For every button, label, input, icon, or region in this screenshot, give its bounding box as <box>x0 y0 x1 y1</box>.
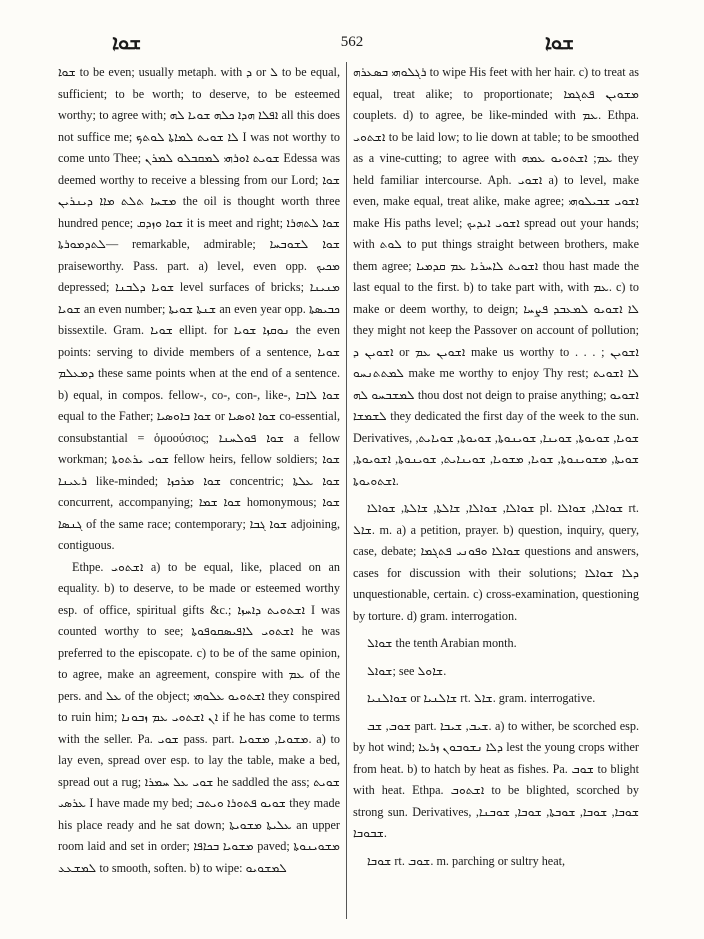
header-left-word: ܫܘܐ <box>112 32 142 54</box>
header-right-word: ܫܘܐ <box>544 32 574 54</box>
page-number: 562 <box>340 34 364 50</box>
right-column <box>353 62 639 923</box>
entry-interrogative: ܫܘܐܠܢܝܐ or ܫܐܠܢܝܐ rt. ܫܐܠ. gram. interrogative. <box>367 691 596 705</box>
entry-shuba: ܫܘܒܐ rt. ܫܘܒ. m. parching or sultry heat, <box>367 853 566 868</box>
entry-shwala: ܫܘܐܠܐ, ܫܘܐܠܐ, ܫܐܠܬܐ, ܫܐܠܬܐ, ܫܘܐܠܐ pl. ܫܘܐܠܐ, ܫܘܐܠܐ rt. ܫܐܠ. m. a) a petition, prayer. b) question, inquiry, query, case, debate; ܫܘܐܠܐ ܘܦܘܢܝ ܦܬܓܡܐ questions and answers, cases for discussion with their solutions; ܕܠܐ ܫܘܐܠܐ unquestionable, certain. c) cross-examination, questioning by torture. d) gram. interrogation. <box>353 501 639 623</box>
page-header <box>0 28 704 58</box>
entry-continuation: ܪܓܠܘܗܝ ܒܣܥܪܗ to wipe His feet with her hair. c) to treat as equal, treat alike; to proportionate; ܡܫܘܝܢ ܦܬܓܡܐ couplets. d) to agree, be like-minded with ܥܡ. Ethpa. ܐܫܬܘܝ to be laid low; to lie down at table; to be smoothed as a vine-cutting; to agree with ܥܡ; ܐܫܬܘܝܘ ܥܡܗ they held familiar intercourse. Aph. ܐܫܘܝ a) to level, make even, make equal, treat alike, make agree; ܐܫܘܝ ܫܒܝܠܘܗܝ make His paths level; ܐܫܘܝ ܐܝܕܝܟ spread out your hands; with ܠܘܬ to put things straight between brothers, make them agree; ܐܫܘܝܬ ܠܐܚܪܝܐ ܥܡ ܩܕܡܝܐ thou hast made the last equal to the first. b) to take part with, with ܥܡ. c) to make or deem worthy, to deign; ܠܐ ܐܫܘܝܘ ܠܡܥܒܕ ܦܨܚܐ they might not keep the Passover on account of pollution; ܐܫܘܝܢ ܕ or ܐܫܘܝܢ ܥܡ make us worthy to . . . ; ܐܫܘܝܢ ܠܡܬܬܢܚܘ make me worthy to enjoy Thy rest; ܠܐ ܐܫܘܝܬ ܠܡܫܒܚܘ ܠܗ thou dost not deign to praise anything; ܐܫܘܝܘ ܠܫܡܫܐ they dedicated the first day of the week to the sun. Derivatives, ܫܘܝܐ, ܫܘܝܘܬܐ, ܫܘܝܢܐ, ܫܘܝܢܘܬܐ, ܫܘܝܘܬܐ, ܫܘܝܐܝܬ, ܫܘܝܬܐ, ܡܫܘܝܢܘܬܐ, ܫܘܝܐ, ܡܫܘܝܐ, ܫܘܝܢܐܝܬ, ܫܘܝܢܘܬܐ, ܐܫܘܝܘܬܐ, ܐܫܬܘܝܘܬܐ. <box>353 65 639 488</box>
entry-ethpe: Ethpe. ܐܫܬܘܝ a) to be equal, like, placed on an equality. b) to deserve, to be made or esteemed worthy esp. of office, spiritual gifts &c.; ܐܫܬܘܝܬ ܕܐܚܙܐ I was counted worthy to see; ܐܫܬܘܝ ܠܐܦܝܣܩܘܦܘܬܐ he was preferred to the episcopate. c) to be of the same opinion, to agree, make an agreement, conspire with ܥܡ of the pers. and ܥܠ of the object; ܐܫܬܘܝܘ ܥܠܘܗܝ they conspired to ruin him; ܐܢ ܐܫܬܘܝ ܥܡ ܙܒܘܢܐ if he has come to terms with the seller. Pa. ܫܘܝ pass. part. ܡܫܘܝܐ, ܡܫܘܝܐ. a) to lay even, spread over esp. to lay the table, make a bed, spread out a rug; ܫܘܝ ܥܠ ܚܡܪܐ he saddled the ass; ܫܘܝܬ ܥܪܣܝ I have made my bed; ܫܘܝܘ ܦܬܘܪܐ ܘܝܬܒ they made his place ready and he sat down; ܥܠܝܬܐ ܡܫܘܝܬܐ an upper room laid and set in order; ܡܫܘܝܐ ܒܟܐܦܐ paved; ܡܫܘܝܢܘܬܐ ܠܡܫܥܥ to smooth, soften. b) to wipe: ܠܡܫܘܝܘ <box>58 559 340 875</box>
left-column <box>58 62 340 923</box>
entry-shawal: ܫܘܐܠ the tenth Arabian month. <box>367 636 517 650</box>
entry-shwa: ܫܘܐ to be even; usually metaph. with ܕ or ܠ to be equal, sufficient; to be worth; to deserve, to be esteemed worthy; to agree with; ܐܦܠܐ ܗܕܐ ܟܠܗ ܫܘܝܐ ܠܗ all this does not suffice me; ܠܐ ܫܘܝܬ ܠܡܐܬܐ ܠܘܬܟ I was not worthy to come unto Thee; ܫܘܝܬ ܐܘܪܗܝ ܠܡܩܒܠܘ ܠܡܪܢ Edessa was deemed worthy to receive a blessing from our Lord; ܫܘܐ ܡܫܚܐ ܬܠܬ ܡܐܐ ܕܝܢܪܝܢ the oil is thought worth three hundred pence; ܫܘܐ ܘܙܕܩ it is meet and right; ܫܘܐ ܠܬܗܪܐ —ܠܬܕܡܘܪܬܐ remarkable, admirable; ܫܘܐ ܠܫܘܒܚܐ praiseworthy. Pass. part. a) level, even opp. ܡܟܝܟ depressed; ܫܘܝܐ ܕܠܒܢܐ level surfaces of bricks; ܡܢܝܢܐ ܫܘܝܐ an even number; ܫܢܬܐ ܫܘܝܬܐ an even year opp. ܟܒܝܣܬܐ bissextile. Gram. ܫܘܝܐ ellipt. for ܢܘܩܙܐ ܫܘܝܐ the even points: serving to divide members of a sentence, ܫܘܝܐ ܕܡܥܠܡ these same points when at the end of a sentence. b) equal, in compos. fellow-, co-, con-, like-, ܫܘܐ ܠܐܒܐ equal to the Father; ܫܘܐ ܒܐܘܣܝܐ or ܫܘܐ ܐܘܣܝܐ co-essential, consubstantial = ὁμοούσιος; ܫܘܐ ܦܘܠܚܢܐ a fellow workman; ܫܘܝ ܝܪܬܘܬܐ fellow heirs, fellow soldiers; ܫܘܐ ܪܥܝܢܐ like-minded; ܫܘܐ ܡܪܟܙܐ concentric; ܫܘܐ ܥܠܬܐ concurrent, accompanying; ܫܘܐ ܫܡܐ homonymous; ܫܘܐ ܓܢܣܐ of the same race; contemporary; ܫܘܐ ܓܒܐ adjoining, contiguous. <box>58 65 340 552</box>
entry-shawal-see: ܫܘܐܠ; see ܫܐܘܠ. <box>367 663 447 678</box>
entry-shub: ܫܘܒ, ܫܒ part. ܫܝܒ, ܫܝܒܐ. a) to wither, be scorched esp. by hot wind; ܕܠܐ ܢܫܘܒܘܢ ܙܪܥܐ lest the young crops wither from heat. b) to hatch by heat as fishes. Pa. ܫܘܒ to blight with heat. Ethpa. ܐܫܬܘܒ to be blighted, scorched by strong sun. Derivatives, ܫܘܒܐ, ܫܘܒܐ, ܫܘܒܬܐ, ܫܘܒܐ, ܫܘܒܢܐ, ܫܒܘܒܐ. <box>353 718 639 840</box>
column-divider <box>346 62 347 919</box>
